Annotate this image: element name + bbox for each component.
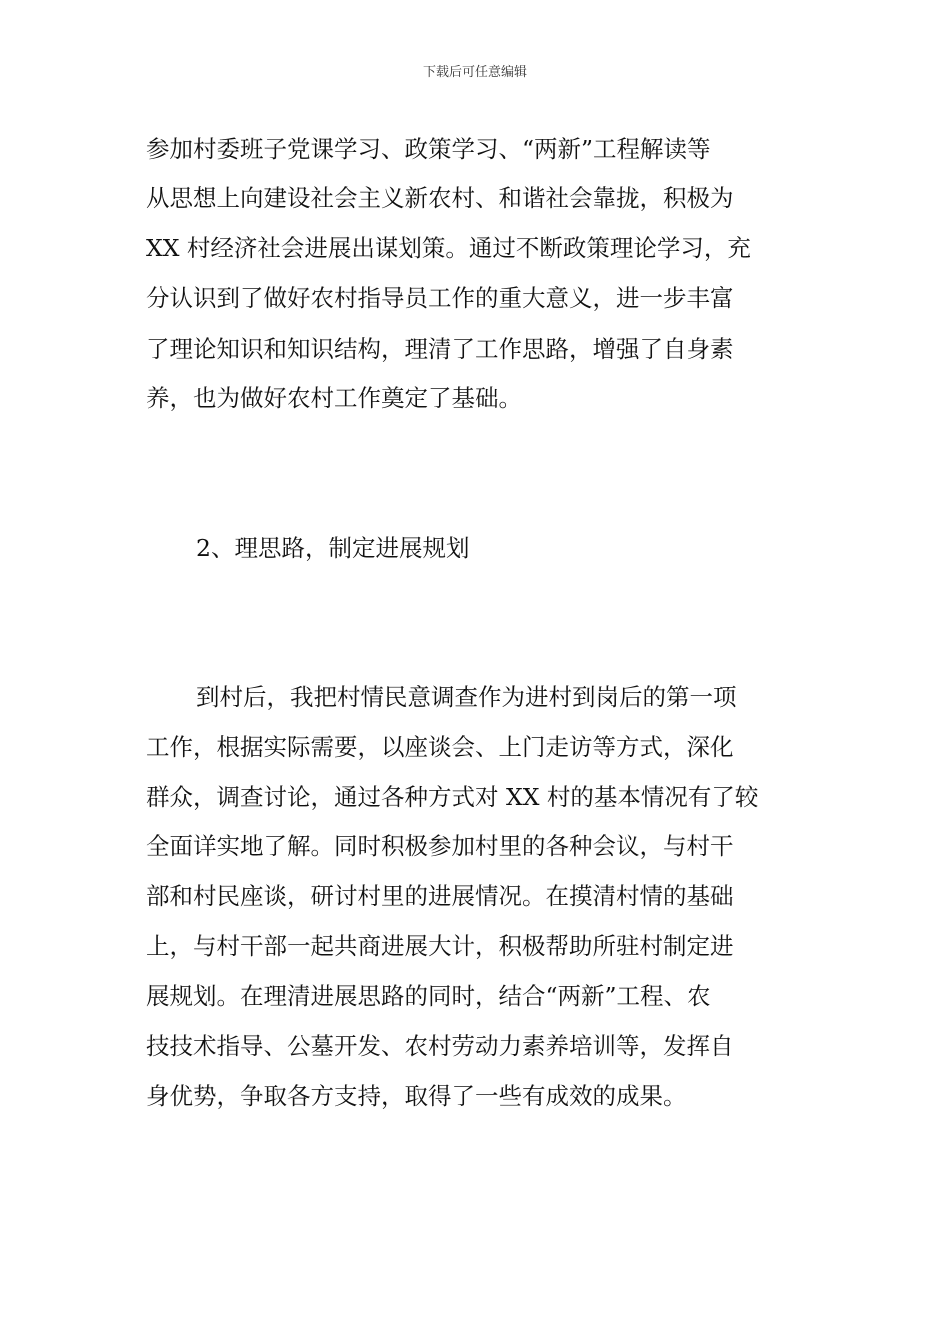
- paragraph-1-line: 参加村委班子党课学习、政策学习、“两新”工程解读等: [146, 135, 711, 163]
- paragraph-1-line: 养，也为做好农村工作奠定了基础。: [146, 384, 522, 412]
- paragraph-2-line: 全面详实地了解。同时积极参加村里的各种会议，与村干: [146, 832, 734, 860]
- paragraph-2-line: 到村后，我把村情民意调查作为进村到岗后的第一项: [196, 683, 737, 711]
- page-header: 下载后可任意编辑: [422, 65, 527, 80]
- section-heading: 2、理思路，制定进展规划: [196, 534, 470, 562]
- paragraph-2-line: 展规划。在理清进展思路的同时，结合“两新”工程、农: [146, 982, 711, 1010]
- paragraph-2-line: 技技术指导、公墓开发、农村劳动力素养培训等，发挥自: [146, 1032, 734, 1060]
- paragraph-2-line: 上，与村干部一起共商进展大计，积极帮助所驻村制定进: [146, 932, 734, 960]
- paragraph-1-line: XX 村经济社会进展出谋划策。通过不断政策理论学习，充: [146, 234, 751, 262]
- paragraph-2-line: 部和村民座谈，研讨村里的进展情况。在摸清村情的基础: [146, 882, 734, 910]
- paragraph-2-line: 身优势，争取各方支持，取得了一些有成效的成果。: [146, 1082, 687, 1110]
- paragraph-1-line: 从思想上向建设社会主义新农村、和谐社会靠拢，积极为: [146, 184, 734, 212]
- paragraph-2-line: 群众，调查讨论，通过各种方式对 XX 村的基本情况有了较: [146, 783, 759, 811]
- paragraph-2-line: 工作，根据实际需要，以座谈会、上门走访等方式，深化: [146, 733, 734, 761]
- paragraph-1-line: 了理论知识和知识结构，理清了工作思路，增强了自身素: [146, 335, 734, 363]
- paragraph-1-line: 分认识到了做好农村指导员工作的重大意义，进一步丰富: [146, 284, 734, 312]
